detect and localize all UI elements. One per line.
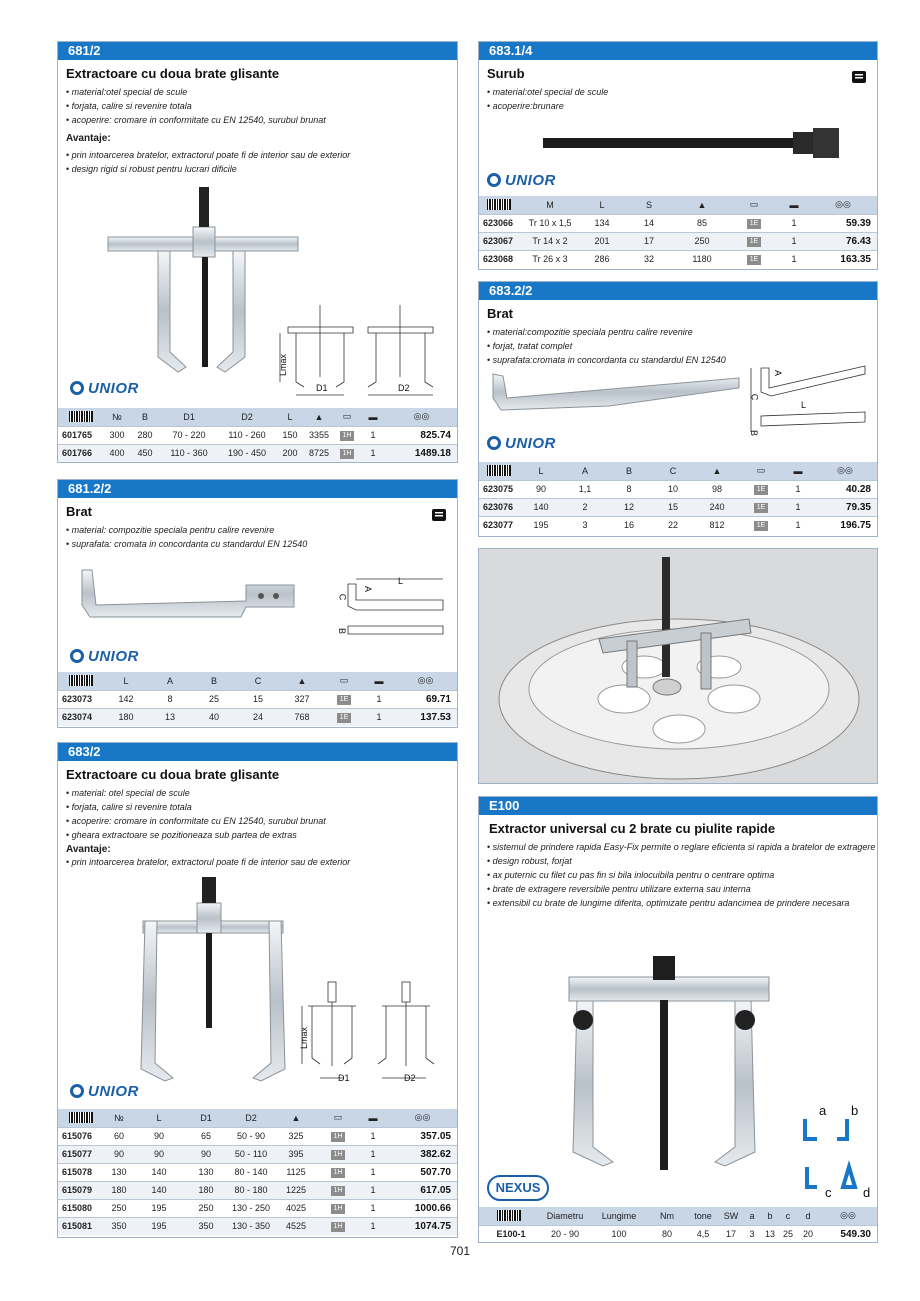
table-row: 623066 Tr 10 x 1,5 134 14 85 1E 1 59.39: [479, 214, 877, 232]
table-row: 623074 180 13 40 24 768 1E 1 137.53: [58, 708, 457, 726]
barcode-icon: [58, 1109, 104, 1127]
weight-icon: ▲: [697, 199, 707, 210]
dim-lmax: Lmax: [278, 353, 289, 377]
advantages-list: [58, 855, 457, 869]
pack-badge: 1E: [337, 713, 352, 723]
section-title: Extractor universal cu 2 brate cu piulite rapide: [489, 821, 776, 836]
pack-badge: 1E: [747, 255, 762, 265]
spec-item: • material:otel special de scule: [66, 85, 457, 99]
unior-logo: UNIOR: [70, 1083, 139, 1100]
spec-item: • material:compozitie speciala pentru calire revenire: [487, 325, 877, 339]
advantage-item: • prin intoarcerea bratelor, extractorul poate fi de interior sau de exterior: [66, 855, 457, 869]
table-row: 623076 140 2 12 15 240 1E 1 79.35: [479, 498, 877, 516]
product-table: [58, 408, 457, 462]
advantage-item: • prin intoarcerea bratelor, extractorul poate fi de interior sau de exterior: [66, 148, 457, 162]
pack-badge: 1H: [340, 449, 355, 459]
puller-image: [559, 952, 779, 1177]
quantity-icon: ▬: [793, 465, 803, 476]
dim-c: C: [337, 593, 348, 601]
screw-image: [539, 124, 844, 164]
packaging-icon: ▭: [756, 465, 766, 476]
spec-list: [479, 836, 877, 910]
spec-item: • suprafata:cromata in concordanta cu standardul EN 12540: [487, 353, 877, 367]
puller-dimension-drawing: [294, 978, 454, 1090]
packaging-icon: ▭: [342, 411, 352, 422]
price-icon: ◎◎: [414, 1112, 431, 1123]
pack-badge: 1H: [331, 1204, 346, 1214]
arm-dimension-drawing: [747, 362, 872, 442]
weight-icon: ▲: [291, 1112, 301, 1123]
unior-logo: UNIOR: [70, 380, 139, 397]
spec-item: • material:otel special de scule: [487, 85, 877, 99]
dim-d2: D2: [398, 383, 410, 393]
nexus-logo: NEXUS: [487, 1175, 549, 1201]
puller-image: [123, 873, 298, 1083]
section-683-2-2: [478, 281, 878, 537]
section-681-2: [57, 41, 458, 463]
product-table: Diametru Lungime Nm tone SW a b c d ◎◎ E100-1 20 - 90 100 80 4,5 17 3 13 25 20 549.30: [479, 1207, 877, 1243]
table-row: 623077 195 3 16 22 812 1E 1 196.75: [479, 516, 877, 534]
pack-badge: 1H: [331, 1150, 346, 1160]
spec-list: [58, 81, 457, 127]
pack-badge: 1E: [747, 237, 762, 247]
quantity-icon: ▬: [374, 675, 384, 686]
dim-lmax: Lmax: [299, 1026, 310, 1050]
pack-badge: 1E: [754, 485, 769, 495]
arm-image: [76, 565, 301, 635]
table-row: 623068 Tr 26 x 3 286 32 1180 1E 1 163.35: [479, 250, 877, 268]
spec-item: • material: compozitie speciala pentru calire revenire: [66, 523, 457, 537]
product-table: M L S ▲ ▭ ▬ ◎◎ 623066 Tr 10 x 1,5 134 14 85 1E 1 59.39 623067 Tr 14 x 2 201 17 250 1E 1 76.43 623068 Tr 26 x 3 286 32 1180 1E 1 163.35: [479, 196, 877, 268]
table-row: 601766 400 450 110 - 360 190 - 450 200 8725 1H 1 1489.18: [58, 444, 457, 462]
spec-item: • design robust, forjat: [487, 854, 877, 868]
spec-item: • ax puternic cu filet cu pas fin si bila inlocuibila pentru o centrare optima: [487, 868, 877, 882]
spec-item: • gheara extractoare se pozitioneaza sub partea de extras: [66, 828, 457, 842]
spec-item: • acoperire:brunare: [487, 99, 877, 113]
section-code: 683/2: [58, 743, 457, 761]
price-icon: ◎◎: [835, 199, 851, 210]
advantage-item: • design rigid si robust pentru lucrari dificile: [66, 162, 457, 176]
spec-item: • brate de extragere reversibile pentru utilizare externa sau interna: [487, 882, 877, 896]
barcode-icon: [479, 462, 519, 480]
col-header: D2: [241, 411, 253, 422]
pack-badge: 1E: [754, 521, 769, 531]
page-number: 701: [450, 1244, 471, 1258]
dim-d1: D1: [316, 383, 328, 393]
section-title: Brat: [487, 306, 514, 321]
section-681-2-2: [57, 479, 458, 728]
product-table: L A B C ▲ ▭ ▬ ◎◎ 623073 142 8 25 15 327 1E 1 69.71 623074 180 13 40 24 768 1E 1 137.53: [58, 672, 457, 726]
pulley-illustration: [479, 549, 878, 784]
spec-item: • forjat, tratat complet: [487, 339, 877, 353]
dim-d2: D2: [404, 1073, 416, 1083]
weight-icon: ▲: [314, 411, 324, 422]
manual-icon: [851, 70, 867, 84]
pack-badge: 1H: [331, 1132, 346, 1142]
table-row: 615076 60 90 65 50 - 90 325 1H 1 357.05: [58, 1127, 457, 1145]
table-row: 623073 142 8 25 15 327 1E 1 69.71: [58, 690, 457, 708]
spec-list: [479, 321, 877, 367]
unior-logo: UNIOR: [70, 648, 139, 665]
dim-a: A: [773, 369, 784, 377]
product-table: № L D1 D2 ▲ ▭ ▬ ◎◎ 615076 60 90 65 50 - 90 325 1H 1 357.05 615077 90 90 90 50 - 110 395 1H 1 382.62 615078 130 140 130 80 - 140 1125 1H 1 507.70 615079 180 140 180 80 - 180 1225 1H 1 617.05 615080 250 195 250 130 - 250 4025 1H 1 1000.66 615081 350 195 350 130 - 350 4525 1H 1 1074.75: [58, 1109, 457, 1235]
table-row: 615078 130 140 130 80 - 140 1125 1H 1 507.70: [58, 1163, 457, 1181]
barcode-icon: [58, 672, 104, 690]
advantages-title: Avantaje:: [66, 844, 111, 855]
pack-badge: 1E: [754, 503, 769, 513]
section-code: 683.2/2: [479, 282, 877, 300]
table-row: 615081 350 195 350 130 - 350 4525 1H 1 1074.75: [58, 1217, 457, 1235]
weight-icon: ▲: [712, 465, 722, 476]
spec-item: • suprafata: cromata in concordanta cu standardul EN 12540: [66, 537, 457, 551]
section-code: 681/2: [58, 42, 457, 60]
spec-list: [479, 81, 877, 113]
table-row: 623067 Tr 14 x 2 201 17 250 1E 1 76.43: [479, 232, 877, 250]
table-row: 623075 90 1,1 8 10 98 1E 1 40.28: [479, 480, 877, 498]
section-title: Extractoare cu doua brate glisante: [66, 767, 280, 782]
barcode-icon: [479, 1207, 539, 1225]
pack-badge: 1H: [331, 1186, 346, 1196]
spec-list: [58, 782, 457, 842]
barcode-icon: [479, 196, 519, 214]
section-683-2: [57, 742, 458, 1238]
packaging-icon: ▭: [749, 199, 759, 210]
table-row: E100-1 20 - 90 100 80 4,5 17 3 13 25 20 549.30: [479, 1225, 877, 1243]
dim-c: C: [749, 393, 760, 401]
table-row: 601765 300 280 70 - 220 110 - 260 150 3355 1H 1 825.74: [58, 426, 457, 444]
dim-b: b: [851, 1103, 859, 1118]
price-icon: ◎◎: [413, 411, 430, 422]
section-code: E100: [479, 797, 877, 815]
quantity-icon: ▬: [789, 199, 799, 210]
spec-item: • forjata, calire si revenire totala: [66, 99, 457, 113]
advantages-list: [58, 144, 457, 176]
spec-item: • acoperire: cromare in conformitate cu EN 12540, surubul brunat: [66, 113, 457, 127]
unior-logo: UNIOR: [487, 172, 556, 189]
pack-badge: 1H: [331, 1222, 346, 1232]
spec-item: • sistemul de prindere rapida Easy-Fix permite o reglare eficienta si rapida a bratelor de extragere: [487, 840, 877, 854]
spec-item: • material: otel special de scule: [66, 786, 457, 800]
dim-a: A: [363, 585, 374, 593]
dim-d: d: [863, 1185, 871, 1200]
pack-badge: 1H: [331, 1168, 346, 1178]
quantity-icon: ▬: [368, 1112, 378, 1123]
section-title: Extractoare cu doua brate glisante: [66, 66, 280, 81]
dim-c: c: [825, 1185, 832, 1200]
section-code: 683.1/4: [479, 42, 877, 60]
price-icon: ◎◎: [840, 1210, 856, 1221]
dim-l: L: [398, 576, 404, 586]
pack-badge: 1E: [337, 695, 352, 705]
section-title: Brat: [66, 504, 93, 519]
spec-item: • forjata, calire si revenire totala: [66, 800, 457, 814]
table-row: 615079 180 140 180 80 - 180 1225 1H 1 617.05: [58, 1181, 457, 1199]
quantity-icon: ▬: [368, 411, 378, 422]
advantages-title: Avantaje:: [66, 133, 111, 144]
pack-badge: 1H: [340, 431, 355, 441]
spec-item: • acoperire: cromare in conformitate cu EN 12540, surubul brunat: [66, 814, 457, 828]
product-table: L A B C ▲ ▭ ▬ ◎◎ 623075 90 1,1 8 10 98 1E 1 40.28 623076 140 2 12 15 240 1E 1 79.35 623077 195 3 16 22 812 1E 1 196.75: [479, 462, 877, 534]
unior-logo: UNIOR: [487, 435, 556, 452]
section-683-1-4: [478, 41, 878, 270]
dim-b: B: [337, 627, 348, 635]
weight-icon: ▲: [297, 675, 307, 686]
table-row: 615080 250 195 250 130 - 250 4025 1H 1 1000.66: [58, 1199, 457, 1217]
col-header: L: [287, 411, 293, 422]
application-photo: [478, 548, 878, 784]
col-header: D1: [183, 411, 195, 422]
dim-b: B: [749, 429, 760, 437]
arm-dimension-drawing: [328, 576, 453, 646]
col-header: B: [141, 411, 148, 422]
manual-icon: [431, 508, 447, 522]
section-title: Surub: [487, 66, 525, 81]
packaging-icon: ▭: [339, 675, 349, 686]
dim-l: L: [801, 400, 807, 410]
arm-image: [489, 368, 744, 418]
spec-item: • extensibil cu brate de lungime diferita, optimizate pentru adancimea de prindere necesara: [487, 896, 877, 910]
price-icon: ◎◎: [417, 675, 434, 686]
usage-pictogram: [799, 1105, 869, 1201]
section-code: 681.2/2: [58, 480, 457, 498]
barcode-icon: [58, 408, 104, 426]
spec-list: [58, 519, 457, 551]
packaging-icon: ▭: [333, 1112, 343, 1123]
dim-d1: D1: [338, 1073, 350, 1083]
dim-a: a: [819, 1103, 827, 1118]
pack-badge: 1E: [747, 219, 762, 229]
table-row: 615077 90 90 90 50 - 110 395 1H 1 382.62: [58, 1145, 457, 1163]
col-header: №: [112, 411, 122, 422]
puller-dimension-drawing: [268, 297, 453, 407]
price-icon: ◎◎: [837, 465, 853, 476]
